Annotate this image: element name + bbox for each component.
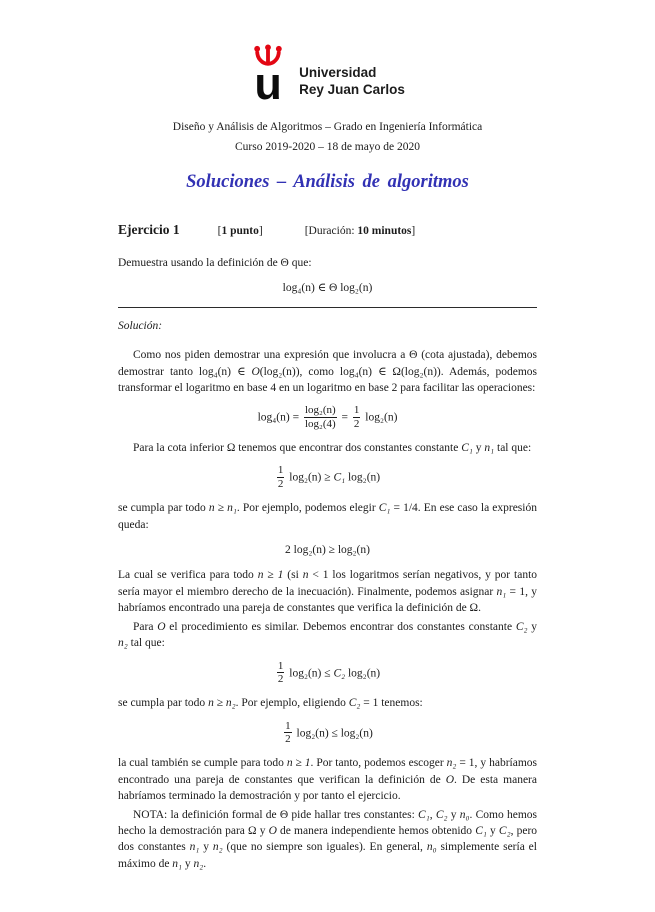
- solution-paragraph-4: La cual se verifica para todo n ≥ 1 (si n < 1 los logaritmos serían negativos, y por tanto sería mayor el miembro derecho de la inecuación). Finalmente, podemos asignar n₁ = 1, y habríamos encontrado una pareja de constantes que verifica la definición de Ω.: [118, 569, 538, 615]
- formula-base-change: log₄(n) = $\frac{\text{log₂(n)}}{\text{log₂(4)}}$ = $\frac{1}{2}$ log₂(n): [257, 404, 398, 430]
- exercise-points: [218, 223, 263, 239]
- duration-bracket-close: ]: [411, 225, 416, 238]
- solution-paragraph-6: se cumpla par todo n ≥ n₂. Por ejemplo, eligiendo C₂ = 1 tenemos:: [118, 697, 423, 710]
- problem-statement: Demuestra usando la definición de Θ que:: [118, 256, 312, 269]
- solution-paragraph-2: Para la cota inferior Ω tenemos que encontrar dos constantes constante C₁ y n₁ tal que:: [133, 442, 532, 455]
- exercise-number: Ejercicio 1: [118, 222, 180, 238]
- solution-label: Solución:: [118, 319, 163, 332]
- separator-rule: [118, 307, 537, 308]
- points-value: 1 punto: [221, 225, 259, 238]
- duration-value: 10 minutos: [357, 225, 412, 238]
- solution-paragraph-7: la cual también se cumple para todo n ≥ 1. Por tanto, podemos escoger n₂ = 1, y habríamos encontrado una pareja de constantes que verifican la definición de O. De esta manera habríamos terminado la demostración y por tanto el ejercicio.: [118, 757, 537, 803]
- points-bracket-open: [: [217, 225, 222, 238]
- formula-upper-bound: $\frac{1}{2}$ log₂(n) ≤ C₂ log₂(n): [277, 659, 381, 685]
- formula-lower-bound-instance: 2 log₂(n) ≥ log₂(n): [285, 543, 370, 556]
- university-name-line2: Rey Juan Carlos: [299, 82, 405, 98]
- formula-theta-claim: log₄(n) ∈ Θ log₂(n): [282, 282, 373, 295]
- university-name-line1: Universidad: [299, 64, 377, 80]
- solution-paragraph-1: Como nos piden demostrar una expresión que involucra a Θ (cota ajustada), debemos demostrar tanto log₄(n) ∈ O(log₂(n)), como log₄(n) ∈ Ω(log₂(n)). Además, podemos transformar el logaritmo en base 4 en un logaritmo en base 2 para facilitar las operaciones:: [118, 349, 537, 394]
- solution-paragraph-3: se cumpla par todo n ≥ n₁. Por ejemplo, podemos elegir C₁ = 1/4. En ese caso la expresión queda:: [118, 502, 537, 531]
- solution-paragraph-8: NOTA: la definición formal de Θ pide hallar tres constantes: C₁, C₂ y n₀. Como hemos hecho la demostración para Ω y O de manera independiente hemos obtenido C₁ y C₂, pero dos constantes n₁ y n₂ (que no siempre son iguales). En general, n₀ simplemente sería el máximo de n₁ y n₂.: [118, 808, 538, 870]
- formula-upper-bound-instance: $\frac{1}{2}$ log₂(n) ≤ log₂(n): [285, 719, 373, 745]
- solution-paragraph-5: Para O el procedimiento es similar. Debemos encontrar dos constantes constante C₂ y n₂ tal que:: [118, 620, 537, 650]
- course-date: Curso 2019-2020 – 18 de mayo de 2020: [235, 141, 420, 154]
- document-title: Soluciones – Análisis de algoritmos: [186, 171, 469, 192]
- duration-label: [Duración:: [304, 225, 358, 238]
- urjc-logo-mark: [250, 44, 286, 109]
- urjc-u-letter: u: [254, 58, 282, 109]
- points-bracket-close: ]: [258, 225, 263, 238]
- exercise-header: [118, 220, 537, 239]
- course-title: Diseño y Análisis de Algoritmos – Grado en Ingeniería Informática: [172, 121, 483, 133]
- university-logo: [118, 44, 537, 109]
- formula-lower-bound: $\frac{1}{2}$ log₂(n) ≥ C₁ log₂(n): [277, 464, 381, 490]
- exercise-duration: [305, 223, 416, 239]
- university-name: [299, 64, 405, 102]
